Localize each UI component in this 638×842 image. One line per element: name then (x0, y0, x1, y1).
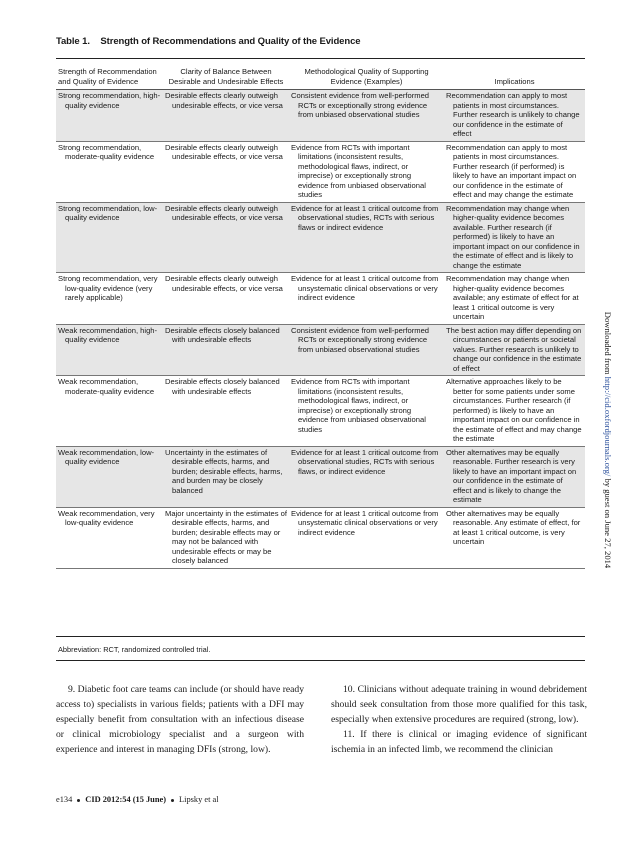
table-label: Table 1. (56, 36, 90, 47)
cell-text: Desirable effects clearly outweigh undesirable effects, or vice versa (165, 203, 283, 222)
cell-text: Recommendation may change when higher-quality evidence becomes available. Further research (if performed) is likely to have an important impact on our confidence in the estimate of effect and is likely to change the estimate (446, 203, 580, 270)
cell-text: Weak recommendation, moderate-quality evidence (58, 377, 155, 396)
cell-text: Recommendation can apply to most patients in most circumstances. Further research is unlikely to change our confidence in the estimate of effect (446, 91, 580, 138)
table-row (56, 141, 585, 202)
cell-methodology (289, 141, 444, 202)
cell-strength (56, 141, 163, 202)
download-link[interactable]: http://cid.oxfordjournals.org/ (603, 376, 613, 477)
header-clarity: Clarity of Balance Between Desirable and Undesirable Effects (168, 67, 284, 86)
cell-strength (56, 273, 163, 325)
cell-strength (56, 90, 163, 142)
cell-text: Evidence for at least 1 critical outcome from observational studies, RCTs with serious flaws, or indirect evidence (291, 447, 439, 476)
page-number: e134 (56, 795, 73, 804)
cell-strength (56, 202, 163, 273)
cell-implications (444, 324, 585, 376)
journal-citation: CID 2012:54 (15 June) (85, 795, 167, 804)
cell-text: Consistent evidence from well-performed RCTs or exceptionally strong evidence from unbiased observational studies (291, 91, 430, 119)
table-row (56, 90, 585, 142)
recommendation-11: 11. If there is clinical or imaging evidence of significant ischemia in an infected limb, we recommend the clinician (331, 729, 587, 755)
cell-strength (56, 507, 163, 568)
header-methodology: Methodological Quality of Supporting Evidence (Examples) (304, 67, 429, 86)
cell-methodology (289, 273, 444, 325)
table-row (56, 507, 585, 568)
cell-implications (444, 273, 585, 325)
table-row (56, 446, 585, 507)
cell-text: Strong recommendation, low-quality evidence (58, 203, 158, 222)
table-caption (56, 36, 360, 47)
cell-text: Evidence for at least 1 critical outcome from unsystematic clinical observations or very indirect evidence (291, 508, 439, 537)
cell-clarity (163, 273, 289, 325)
cell-methodology (289, 446, 444, 507)
cell-clarity (163, 90, 289, 142)
cell-text: Uncertainty in the estimates of desirable effects, harms, and burden; desirable effects, harms, and burden may be closely balanced (165, 447, 283, 495)
download-prefix: Downloaded from (603, 311, 613, 377)
cell-text: Weak recommendation, low-quality evidence (58, 447, 155, 466)
page-footer (56, 795, 219, 804)
cell-strength (56, 446, 163, 507)
cell-implications (444, 90, 585, 142)
cell-clarity (163, 446, 289, 507)
cell-text: Evidence for at least 1 critical outcome from unsystematic clinical observations or very indirect evidence (291, 274, 439, 302)
table-row (56, 273, 585, 325)
separator-dot (77, 799, 80, 802)
download-note (597, 290, 619, 590)
cell-implications (444, 446, 585, 507)
cell-text: Desirable effects closely balanced with undesirable effects (165, 377, 280, 396)
footnote-rule (56, 660, 585, 661)
cell-implications (444, 507, 585, 568)
cell-text: Major uncertainty in the estimates of desirable effects, harms, and burden; desirable effects may or may not be balanced with undesirable effects or may be closely balanced (165, 508, 287, 565)
cell-methodology (289, 324, 444, 376)
cell-methodology (289, 90, 444, 142)
cell-text: Strong recommendation, very low-quality evidence (very rarely applicable) (58, 274, 158, 302)
cell-text: Desirable effects closely balanced with undesirable effects (165, 325, 280, 344)
table-row (56, 376, 585, 447)
cell-text: Other alternatives may be equally reasonable. Any estimate of effect, for at least 1 critical outcome, is very uncertain (446, 508, 581, 546)
cell-methodology (289, 507, 444, 568)
table-row (56, 324, 585, 376)
recommendation-9: 9. Diabetic foot care teams can include (or should have ready access to) specialists in various fields; patients with a DFI may especially benefit from consultation with an infectious disease or clinical microbiology specialist and a surgeon with experience and interest in managing DFIs (strong, low). (56, 684, 304, 755)
cell-text: Evidence from RCTs with important limitations (inconsistent results, methodological flaws, indirect, or imprecise) or exceptionally strong evidence from unbiased observational studies (291, 377, 426, 434)
table-header-row (56, 66, 585, 90)
cell-implications (444, 376, 585, 447)
cell-text: The best action may differ depending on circumstances or patients or societal values. Further research is unlikely to change our confidence in the estimate of effect (446, 325, 582, 373)
cell-text: Recommendation may change when higher-quality evidence becomes available; any estimate of effect for at least 1 critical outcome is very uncertain (446, 274, 579, 321)
cell-text: Evidence for at least 1 critical outcome from observational studies, RCTs with serious flaws or indirect evidence (291, 203, 439, 232)
table-title: Strength of Recommendations and Quality of the Evidence (100, 36, 361, 47)
body-right-column (331, 682, 587, 757)
cell-methodology (289, 202, 444, 273)
table-footnote: Abbreviation: RCT, randomized controlled trial. (58, 645, 211, 654)
cell-text: Recommendation can apply to most patients in most circumstances. Further research (if performed) is likely to have an important impact on our confidence in the estimate of effect and may change the estimate (446, 142, 577, 199)
cell-implications (444, 141, 585, 202)
evidence-table (56, 66, 585, 569)
footer-authors: Lipsky et al (179, 795, 219, 804)
cell-text: Desirable effects clearly outweigh undesirable effects, or vice versa (165, 142, 283, 161)
cell-methodology (289, 376, 444, 447)
cell-text: Other alternatives may be equally reasonable. Further research is very likely to have an important impact on our confidence in the estimate of effect and is likely to change the estimate (446, 447, 577, 504)
top-rule (56, 58, 585, 59)
cell-clarity (163, 202, 289, 273)
cell-clarity (163, 376, 289, 447)
cell-clarity (163, 324, 289, 376)
cell-strength (56, 324, 163, 376)
cell-text: Weak recommendation, very low-quality evidence (58, 508, 155, 527)
cell-text: Evidence from RCTs with important limitations (inconsistent results, methodological flaws, indirect, or imprecise) or exceptionally strong evidence from unbiased observational studies (291, 142, 426, 199)
cell-clarity (163, 507, 289, 568)
separator-dot (171, 799, 174, 802)
cell-text: Consistent evidence from well-performed RCTs or exceptionally strong evidence from unbiased observational studies (291, 325, 430, 354)
header-strength: Strength of Recommendation and Quality of Evidence (58, 67, 157, 86)
recommendation-10: 10. Clinicians without adequate training in wound debridement should seek consultation from those more qualified for this task, especially when extensive procedures are required (strong, low). (331, 684, 587, 725)
cell-implications (444, 202, 585, 273)
cell-clarity (163, 141, 289, 202)
cell-strength (56, 376, 163, 447)
cell-text: Weak recommendation, high-quality evidence (58, 325, 158, 344)
download-suffix: by guest on June 27, 2014 (603, 476, 613, 569)
header-implications: Implications (494, 76, 535, 86)
cell-text: Strong recommendation, moderate-quality evidence (58, 142, 155, 161)
cell-text: Alternative approaches likely to be better for some patients under some circumstances. Further research (if performed) is likely to have an important impact on our confidence in the estimate of effect and may change the estimate (446, 377, 582, 443)
cell-text: Desirable effects clearly outweigh undesirable effects, or vice versa (165, 91, 283, 110)
table-row (56, 202, 585, 273)
table-bottom-rule (56, 636, 585, 637)
cell-text: Strong recommendation, high-quality evidence (58, 91, 161, 110)
body-left-column (56, 682, 304, 757)
cell-text: Desirable effects clearly outweigh undesirable effects, or vice versa (165, 274, 283, 293)
